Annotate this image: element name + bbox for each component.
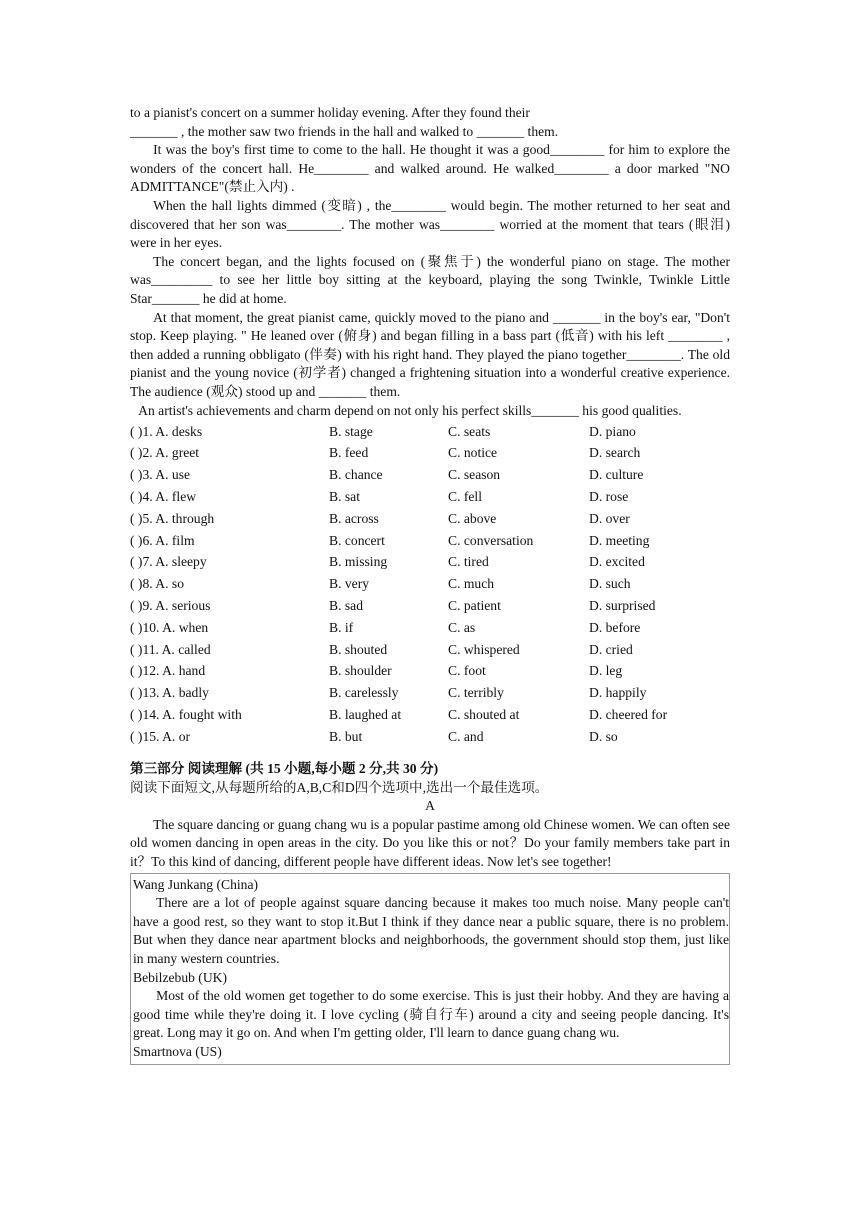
question-row [130, 421, 730, 443]
passage-label: A [425, 798, 435, 814]
question-option-d: D. such [589, 576, 631, 592]
question-option-b: B. laughed at [329, 707, 402, 723]
question-option-b: B. missing [329, 554, 388, 570]
question-option-d: D. leg [589, 663, 623, 679]
question-option-b: B. feed [329, 445, 369, 461]
question-option-d: D. culture [589, 467, 644, 483]
question-option-d: D. cried [589, 641, 633, 657]
question-option-a: ( )5. A. through [130, 510, 215, 526]
question-option-a: ( )10. A. when [130, 619, 209, 635]
options-table [130, 421, 730, 748]
passage-intro: The square dancing or guang chang wu is a popular pastime among old Chinese women. We can often see old women dancing in open areas in the city. Do you like this or not？Do your family members take part in it？To this kind of dancing, different people have different ideas. Now let's see together! [130, 816, 730, 870]
question-option-b: B. chance [329, 467, 383, 483]
question-option-c: C. above [448, 510, 497, 526]
question-option-a: ( )13. A. badly [130, 685, 209, 701]
question-option-a: ( )2. A. greet [130, 445, 200, 461]
question-option-a: ( )12. A. hand [130, 663, 206, 679]
question-row [130, 683, 730, 705]
cloze-paragraph: At that moment, the great pianist came, quickly moved to the piano and _______ in the boy's ear, "Don't stop. Keep playing. " He leaned over (俯身) and began filling in a bass part (低音) with his left ________ , then added a running obbligato (伴奏) with his right hand. They played the piano together________. The old pianist and the young novice (初学者) changed a frightening situation into a wonderful creative experience. The audience (观众) stood up and _______ them. [130, 309, 730, 399]
question-option-b: B. if [329, 619, 354, 635]
question-row [130, 639, 730, 661]
cloze-paragraph: It was the boy's first time to come to the hall. He thought it was a good________ for him to explore the wonders of the concert hall. He________ and walked around. He walked________ a door marked "NO ADMITTANCE"(禁止入内) . [130, 142, 730, 195]
question-row [130, 530, 730, 552]
question-option-c: C. whispered [448, 641, 520, 657]
question-option-d: D. excited [589, 554, 645, 570]
cloze-paragraph: When the hall lights dimmed (变暗) , the________ would begin. The mother returned to her seat and discovered that her son was________. The mother was________ worried at the moment that tears (眼泪) were in her eyes. [130, 197, 730, 251]
question-option-a: ( )6. A. film [130, 532, 195, 548]
question-option-a: ( )14. A. fought with [130, 707, 242, 723]
question-row [130, 661, 730, 683]
question-option-d: D. so [589, 728, 618, 744]
question-option-c: C. tired [448, 554, 489, 570]
question-option-a: ( )15. A. or [130, 728, 191, 744]
question-option-d: D. piano [589, 423, 636, 439]
question-row [130, 443, 730, 465]
question-option-a: ( )8. A. so [130, 576, 184, 592]
question-option-a: ( )7. A. sleepy [130, 554, 207, 570]
question-option-b: B. carelessly [329, 685, 399, 701]
question-option-c: C. season [448, 467, 501, 483]
question-option-b: B. sat [329, 489, 360, 505]
question-option-d: D. happily [589, 685, 647, 701]
question-option-a: ( )11. A. called [130, 641, 211, 657]
question-option-d: D. meeting [589, 532, 650, 548]
question-option-c: C. much [448, 576, 495, 592]
question-row [130, 465, 730, 487]
question-option-c: C. conversation [448, 532, 534, 548]
question-option-d: D. search [589, 445, 641, 461]
comment-author: Bebilzebub (UK) [133, 969, 227, 985]
question-option-b: B. shoulder [329, 663, 392, 679]
exam-page [130, 104, 730, 1065]
question-option-c: C. terribly [448, 685, 504, 701]
comments-box [130, 873, 730, 1065]
comment-text: There are a lot of people against square dancing because it makes too much noise. Many people can't have a good rest, so they want to stop it.But I think if they dance near a public square, there is no problem. But when they dance near apartment blocks and neighborhoods, the government should stop them, just like in many western countries. [133, 895, 729, 966]
section-title: 第三部分 阅读理解 (共 15 小题,每小题 2 分,共 30 分) [130, 761, 439, 777]
question-option-c: C. shouted at [448, 707, 520, 723]
question-option-b: B. but [329, 728, 363, 744]
question-option-c: C. and [448, 728, 484, 744]
comment-author: Smartnova (US) [133, 1043, 222, 1059]
question-option-c: C. foot [448, 663, 486, 679]
question-option-c: C. fell [448, 489, 482, 505]
question-row [130, 617, 730, 639]
cloze-paragraph: An artist's achievements and charm depend on not only his perfect skills_______ his good qualities. [138, 402, 682, 418]
question-option-a: ( )9. A. serious [130, 598, 211, 614]
cloze-paragraph: The concert began, and the lights focused on (聚焦于) the wonderful piano on stage. The mother was_________ to see her little boy sitting at the keyboard, playing the song Twinkle, Twinkle Little Star_______ he did at home. [130, 253, 730, 306]
question-row [130, 704, 730, 726]
question-option-b: B. concert [329, 532, 385, 548]
question-row [130, 595, 730, 617]
question-option-d: D. before [589, 619, 641, 635]
question-option-b: B. across [329, 510, 379, 526]
question-option-b: B. shouted [329, 641, 388, 657]
question-option-d: D. rose [589, 489, 629, 505]
question-option-a: ( )3. A. use [130, 467, 191, 483]
question-row [130, 574, 730, 596]
question-option-c: C. seats [448, 423, 491, 439]
cloze-line-2: _______ , the mother saw two friends in the hall and walked to _______ them. [130, 123, 559, 139]
cloze-line-1: to a pianist's concert on a summer holiday evening. After they found their [130, 105, 530, 120]
question-row [130, 508, 730, 530]
comment-text: Most of the old women get together to do some exercise. This is just their hobby. And they are having a good time while they're doing it. I love cycling (骑自行车) around a city and seeing people dancing. It's great. Long may it go on. And when I'm getting older, I'll learn to dance guang chang wu. [133, 988, 729, 1041]
question-option-a: ( )1. A. desks [130, 423, 203, 439]
question-row [130, 486, 730, 508]
question-option-c: C. notice [448, 445, 498, 461]
question-row [130, 726, 730, 748]
question-option-d: D. surprised [589, 598, 656, 614]
question-option-a: ( )4. A. flew [130, 489, 197, 505]
question-option-b: B. very [329, 576, 370, 592]
question-option-c: C. as [448, 619, 476, 635]
question-option-d: D. over [589, 510, 630, 526]
question-row [130, 552, 730, 574]
question-option-b: B. sad [329, 598, 363, 614]
question-option-d: D. cheered for [589, 707, 668, 723]
question-option-c: C. patient [448, 598, 501, 614]
comment-author: Wang Junkang (China) [133, 876, 258, 892]
question-option-b: B. stage [329, 423, 373, 439]
instruction: 阅读下面短文,从每题所给的A,B,C和D四个选项中,选出一个最佳选项。 [130, 779, 549, 795]
